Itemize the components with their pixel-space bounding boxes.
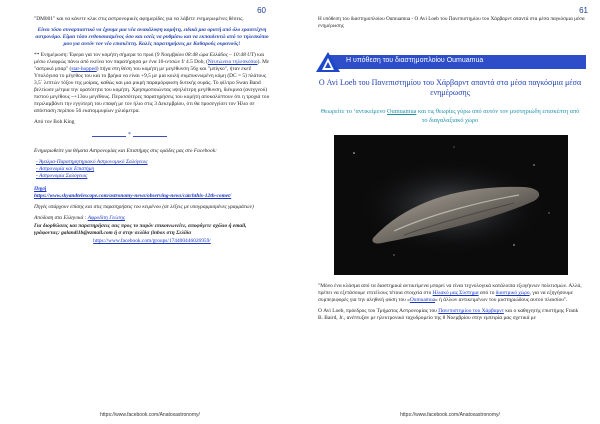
update-text-4: ) πήγα στη θέση του κομήτη με μεγέθυνση 56χ και "μπίγκο", ήταν εκεί! Υπολόγισα το μέγεθος του και το βρήκα να είναι +9,5 με μια κοιλή συμπυκνωμένη κόμη (DC = 5) πλάτους 3,5΄ λεπτών τόξου της μοίρας, καθώς και μια μικρή παραμόρφωση δυτικής ουράς. Το φίλτρο Swan Band βελτίωσε μέτρια την ορατότητα του κομήτη. Χρησιμοποιώντας υψηλότερη μεγέθυνση, διέκρινα (ανεγγνού) πιστού μεγέθους ~+13ου μεγέθους. Περισσότερες παρατηρήσεις του κομήτη αποκαλύπτουν ότι η τροχιά του περιλαμβάνει την εγγύτερή του επαφή με τον ήλιο στις 3 Δεκεμβρίου, ότι θα προσεγγίσει τον Ήλιο σε απόσταση περίπου 56 εκατομμυρίων χιλιόμετρα.: [34, 66, 270, 115]
top-text: Η υπόθεση του διαστημοπλοίου Oumuamua - Ο Avi Loeb του Πανεπιστημίου του Χάρβαρντ απαντά στα μέσα παγκόσμια μέσα ενημέρωσης: [318, 16, 585, 29]
oumuamua-body-link[interactable]: Oumuamua: [409, 297, 436, 304]
star-hopped-link[interactable]: star-hopped: [71, 66, 97, 73]
facebook-group-link[interactable]: - Άγαλμα-Παρατηρητηριακό Αστρονομικό Σαλόγειος: [36, 159, 148, 166]
update-date: 9 Νοεμβρίου 08:48 ώρα Ελλάδος – 10:48 UT: [156, 52, 255, 59]
translator-name-link[interactable]: Αφροδίτη Γεώτης: [87, 215, 125, 222]
oumuamua-image: [334, 135, 568, 275]
contact-note: Για διορθώσεις και παρατηρήσεις σας προς το παρόν επικοινωνείτε, αποφύγετε σχόλιο ή email, γράφοντας: galandi1b@ezmail.com ή σ στην σελίδα (inbox στη Σελίδα: [34, 223, 247, 237]
astronomy-logo-icon: [316, 52, 340, 72]
body-text-6: και ο καθηγητής επιστήμης Frank B. Baird, Jr., ανέπτυξαν με ηλεκτρονικό ταχυδρομείο της 8 Νοεμβρίου στην εμπειρία μας σχετικά με: [318, 308, 579, 322]
article-banner: [316, 52, 588, 72]
page-number: 60: [257, 6, 266, 15]
body-text-3: , για να εξηγήσουμε συμπεριφορές για την αληθινή φύση του «: [318, 290, 574, 304]
oumuamua-link[interactable]: Oumuamua: [387, 108, 417, 116]
update-text-2: ) και μέσω ελαφρώς πάνω από εκείνα τον παρατήρησα με ένα 10-ιντσών f/ 4.5 Dob, (: [34, 52, 265, 66]
article-subtitle: Ο Avi Loeb του Πανεπιστημίου του Χάρβαρντ απαντά στα μέσα παγκόσμια μέσα ενημέρωσης: [318, 77, 582, 97]
update-text-3: ). Με "αστρικό μπαρ" (: [34, 59, 270, 73]
facebook-group-link[interactable]: - Αστρονομία και Επιστήμη: [36, 166, 95, 173]
bold-notice: Είναι τόσο συναρπαστικό να έχουμε μια νέα ανακάλυψη κομήτη, ειδικά μια ορατή από όλο ερασιτέχνη αστρονόμο. Είμαι τόσο ενθουσιασμένος όσο και εσείς να ρυθμίσω και να εκπαιδευτώ από το τηλεσκόπιο μου για αυτόν τον νέο επισκέπτη. Καλές παρατηρήσεις με Καθαρούς ουρανούς!: [35, 27, 269, 48]
page-number: 61: [579, 6, 588, 15]
facebook-links: [34, 159, 270, 180]
body-text-4: » ή άλλων αντικειμένων του μυστηριώδους αυτού πλαισίου".: [435, 297, 568, 304]
translator-line: [34, 215, 270, 222]
update-paragraph: [34, 52, 270, 115]
source-author: Από τον Bob King: [34, 119, 75, 126]
separator: [92, 132, 270, 140]
update-text-1: ** Ενημέρωση: Έφερα για τον κομήτη σήμερα το πρωί (: [34, 52, 157, 59]
lead-text-b: και τις θεωρίες γύρω από αυτόν τον μυστηριώδη επισκέπτη από το διαγαλαξιακό χώρο: [416, 108, 580, 124]
interstellar-space-link[interactable]: διαστρικό χώρο: [495, 290, 530, 297]
intro-paragraph: "DM001" και να κάνετε κλικ στις αστρονομικές αφημερίδες για να λάβετε ενημερωμένες θέσεις.: [34, 16, 244, 22]
facebook-intro: Ενημερωθείτε για θέματα Αστρονομίας και Επιστήμης στις ομάδες μας στο Facebook:: [34, 148, 217, 155]
body-text-2: από το: [478, 290, 496, 297]
contact-url-line: [34, 238, 270, 245]
solar-system-link[interactable]: Ηλιακό μας Σύστημα: [432, 290, 479, 297]
left-content: [34, 16, 270, 249]
right-page: [300, 0, 600, 424]
source-label: Πηγή: [34, 186, 47, 193]
separator-dot: *: [128, 132, 131, 139]
source-url-link[interactable]: https://www.skyandtelescope.com/astronomy-news/observing-news/catchthis-12th-comet/: [34, 193, 232, 200]
translator-label: Απόδοση στα Ελληνικά :: [34, 215, 88, 222]
oumuamua-illustration: [334, 135, 568, 275]
article-lead: [320, 108, 580, 125]
source-block: [34, 186, 270, 200]
article-body-2: [318, 308, 584, 322]
banner-title: Η υπόθεση του διαστημοπλοίου Oumuamua: [346, 56, 484, 64]
body-text-5: Ο Avi Loeb, πρόεδρος του Τμήματος Αστρονομίας του: [318, 308, 439, 315]
right-content: [312, 16, 588, 322]
facebook-group-link[interactable]: - Αστρονομία Σαλόγειος: [36, 173, 88, 180]
credit-note: Πηγές υπάρχουν επίσης και στις παρατηρήσεις του κειμένου (σε λέξεις με υπογραμμισμένες γραμμάτων): [34, 204, 254, 211]
newtonian-telescope-link[interactable]: Νευτώνειο τηλεσκόπιο: [207, 59, 258, 66]
body-text-1: "Μόνο ένα κλάσμα από τα διαστημικά αντικείμενα μπορεί να είναι τεχνολογικά κατάλοιπα εξωγήινων πολιτισμών. Αλλά, πρέπει να εξετάσουμε επιτέλους τέτοια στοιχεία στο: [318, 283, 582, 297]
article-body-1: [318, 283, 584, 304]
left-footer: https://www.facebook.com/Anatoxastronomy/: [100, 412, 200, 418]
right-footer: https://www.facebook.com/Anatoxastronomy/: [400, 412, 500, 418]
contact-url-link[interactable]: https://www.facebook.com/groups/174400446026959/: [93, 238, 211, 245]
harvard-link[interactable]: Πανεπιστημίου του Χάρβαρντ: [438, 308, 504, 315]
lead-text-a: Θεωρείτε το ‘αντικείμενο: [320, 108, 388, 116]
